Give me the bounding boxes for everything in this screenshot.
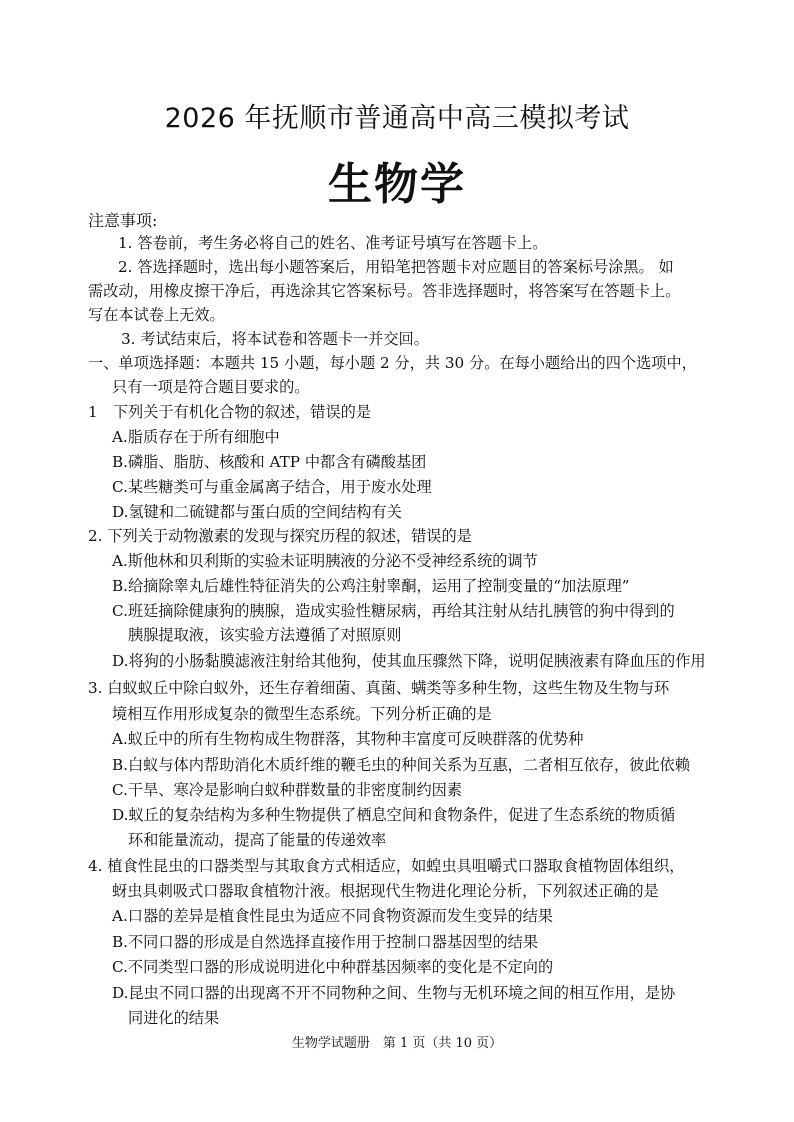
q3-stem-line-2: 境相互作用形成复杂的微型生态系统。下列分析正确的是 bbox=[112, 705, 492, 723]
q3-option-d-line-2: 环和能量流动，提高了能量的传递效率 bbox=[128, 831, 387, 849]
q2-option-b: B.给摘除睾丸后雄性特征消失的公鸡注射睾酮，运用了控制变量的“加法原理” bbox=[112, 577, 630, 595]
section-heading-line-1: 一、单项选择题：本题共 15 小题，每小题 2 分，共 30 分。在每小题给出的四个选项中， bbox=[88, 354, 697, 372]
q4-option-d-line-1: D.昆虫不同口器的出现离不开不同物种之间、生物与无机环境之间的相互作用，是协 bbox=[112, 984, 676, 1002]
notice-item-2-line-3: 写在本试卷上无效。 bbox=[88, 306, 225, 324]
q3-stem-line-1: 3. 白蚁蚁丘中除白蚁外，还生存着细菌、真菌、螨类等多种生物，这些生物及生物与环 bbox=[88, 679, 670, 697]
q1-option-b: B.磷脂、脂肪、核酸和 ATP 中都含有磷酸基团 bbox=[112, 453, 427, 471]
q2-option-d: D.将狗的小肠黏膜滤液注射给其他狗，使其血压骤然下降，说明促胰液素有降血压的作用 bbox=[112, 652, 706, 670]
q1-option-a: A.脂质存在于所有细胞中 bbox=[112, 428, 280, 446]
q4-option-d-line-2: 同进化的结果 bbox=[128, 1009, 220, 1027]
notice-item-3: 3. 考试结束后，将本试卷和答题卡一并交回。 bbox=[121, 330, 429, 348]
q2-option-c-line-1: C.班廷摘除健康狗的胰腺，造成实验性糖尿病，再给其注射从结扎胰管的狗中得到的 bbox=[112, 602, 675, 620]
q4-option-a: A.口器的差异是植食性昆虫为适应不同食物资源而发生变异的结果 bbox=[112, 907, 554, 925]
q3-option-d-line-1: D.蚁丘的复杂结构为多种生物提供了栖息空间和食物条件，促进了生态系统的物质循 bbox=[112, 806, 676, 824]
q1-option-d: D.氢键和二硫键都与蛋白质的空间结构有关 bbox=[112, 503, 402, 521]
q3-option-a: A.蚁丘中的所有生物构成生物群落，其物种丰富度可反映群落的优势种 bbox=[112, 730, 584, 748]
exam-title: 2026 年抚顺市普通高中高三模拟考试 bbox=[164, 103, 630, 134]
notice-item-2-line-1: 2. 答选择题时，选出每小题答案后，用铅笔把答题卡对应题目的答案标号涂黑。 如 bbox=[118, 258, 674, 276]
notice-item-2-line-2: 需改动，用橡皮擦干净后，再选涂其它答案标号。答非选择题时，将答案写在答题卡上。 bbox=[88, 282, 681, 300]
q3-option-c: C.干旱、寒冷是影响白蚁种群数量的非密度制约因素 bbox=[112, 781, 463, 799]
notice-item-1: 1. 答卷前，考生务必将自己的姓名、准考证号填写在答题卡上。 bbox=[118, 234, 548, 252]
q4-option-c: C.不同类型口器的形成说明进化中种群基因频率的变化是不定向的 bbox=[112, 958, 554, 976]
section-heading-line-2: 只有一项是符合题目要求的。 bbox=[112, 378, 310, 396]
q4-option-b: B.不同口器的形成是自然选择直接作用于控制口器基因型的结果 bbox=[112, 933, 539, 951]
q3-option-b: B.白蚁与体内帮助消化木质纤维的鞭毛虫的种间关系为互惠，二者相互依存，彼此依赖 bbox=[112, 756, 690, 774]
page-footer: 生物学试题册 第 1 页（共 10 页） bbox=[291, 1036, 503, 1051]
q4-stem-line-2: 蚜虫具刺吸式口器取食植物汁液。根据现代生物进化理论分析，下列叙述正确的是 bbox=[112, 882, 659, 900]
notice-heading: 注意事项: bbox=[88, 211, 158, 230]
q2-option-c-line-2: 胰腺提取液，该实验方法遵循了对照原则 bbox=[128, 626, 402, 644]
q4-stem-line-1: 4. 植食性昆虫的口器类型与其取食方式相适应，如蝗虫具咀嚼式口器取食植物固体组织， bbox=[88, 857, 685, 875]
q2-stem: 2. 下列关于动物激素的发现与探究历程的叙述，错误的是 bbox=[88, 527, 472, 545]
subject-title: 生物学 bbox=[328, 159, 466, 210]
q1-option-c: C.某些糖类可与重金属离子结合，用于废水处理 bbox=[112, 478, 432, 496]
q1-stem: 1 下列关于有机化合物的叙述，错误的是 bbox=[88, 403, 372, 421]
q2-option-a: A.斯他林和贝利斯的实验未证明胰液的分泌不受神经系统的调节 bbox=[112, 552, 538, 570]
